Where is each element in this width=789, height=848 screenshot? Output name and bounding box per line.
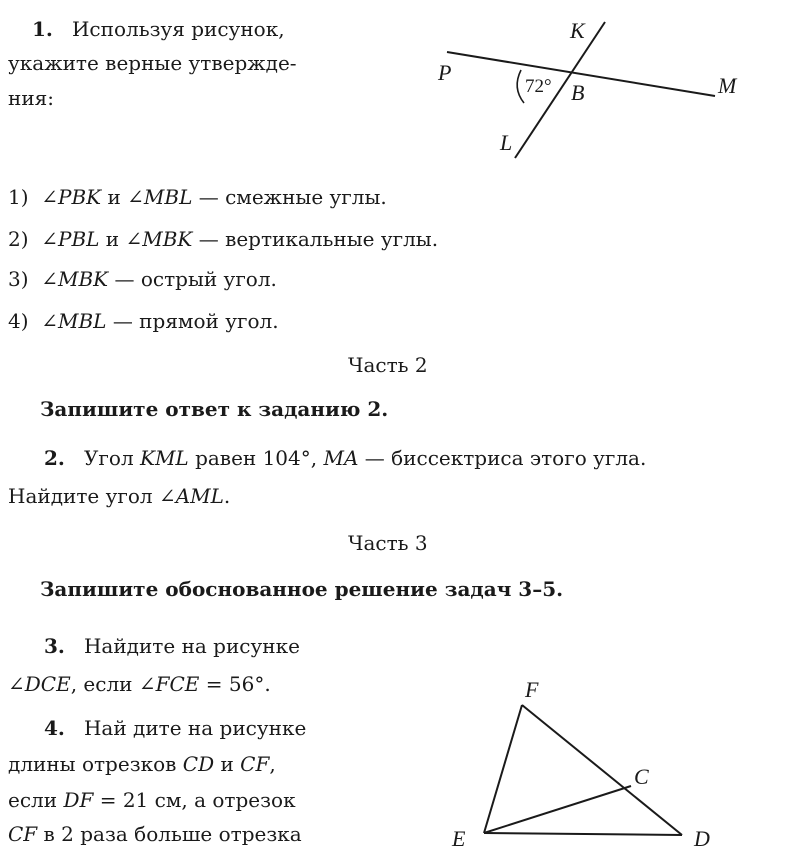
- option-1-mid: и: [101, 185, 128, 209]
- option-1-a1: ∠PBK: [41, 185, 102, 209]
- task4-l2b: CD: [182, 752, 215, 776]
- seg-ED: [484, 833, 682, 835]
- task4-l2c: и: [214, 752, 241, 776]
- label-F: F: [525, 677, 539, 702]
- task4-l2e: ,: [269, 752, 276, 776]
- task4-line3: [8, 788, 296, 812]
- task4-line1: [44, 716, 306, 740]
- task2-t2: равен 104°,: [188, 446, 324, 470]
- part2-instruction: Запишите ответ к заданию 2.: [40, 397, 389, 421]
- part2-title: Часть 2: [348, 353, 428, 377]
- task2-v3: ∠AML: [158, 484, 224, 508]
- option-2-a1: ∠PBL: [41, 227, 100, 251]
- task4-text1: Най дите на рисунке: [83, 716, 307, 740]
- option-1-num: 1): [8, 185, 29, 209]
- label-K: K: [570, 18, 585, 43]
- task3-tail: = 56°.: [199, 672, 271, 696]
- task4-l4a: CF: [8, 822, 38, 846]
- task3-line1: [44, 634, 300, 658]
- option-1-a2: ∠MBL: [127, 185, 193, 209]
- task2-v1: KML: [140, 446, 189, 470]
- option-2-mid: и: [99, 227, 126, 251]
- label-M: M: [718, 73, 737, 98]
- option-1: [8, 185, 387, 209]
- task4-l2d: CF: [240, 752, 270, 776]
- label-L: L: [500, 130, 513, 155]
- task4-l3b: DF: [63, 788, 94, 812]
- task2-t1: Угол: [83, 446, 141, 470]
- task2-t5: .: [223, 484, 231, 508]
- angle-72-label: 72°: [525, 76, 552, 97]
- angle-arc: [517, 70, 524, 103]
- option-2: [8, 227, 438, 251]
- task4-l2a: длины отрезков: [8, 752, 183, 776]
- option-4-num: 4): [8, 309, 29, 333]
- option-2-a2: ∠MBK: [125, 227, 193, 251]
- task4-number: 4.: [44, 716, 65, 740]
- option-1-tail: — смежные углы.: [192, 185, 387, 209]
- task2-line1: [44, 446, 646, 470]
- label-E: E: [452, 826, 466, 848]
- task3-a1: ∠DCE: [8, 672, 71, 696]
- seg-FD: [522, 705, 682, 835]
- option-4: [8, 309, 279, 333]
- part3-instruction: Запишите обоснованное решение задач 3–5.: [40, 577, 564, 601]
- task2-line2: [8, 484, 230, 508]
- part3-title: Часть 3: [348, 531, 428, 555]
- task4-l3c: = 21 см, а отрезок: [93, 788, 296, 812]
- task2-number: 2.: [44, 446, 65, 470]
- task2-t4: Найдите угол: [8, 484, 159, 508]
- option-4-tail: — прямой угол.: [106, 309, 279, 333]
- seg-FE: [484, 705, 522, 833]
- task1-text1: Используя рисунок,: [71, 17, 285, 41]
- task3-mid: , если: [70, 672, 139, 696]
- option-3: [8, 267, 277, 291]
- task4-line2: [8, 752, 276, 776]
- task4-l3a: если: [8, 788, 64, 812]
- task1-line2: укажите верные утвержде-: [8, 51, 297, 75]
- option-3-a1: ∠MBK: [41, 267, 109, 291]
- option-2-tail: — вертикальные углы.: [192, 227, 439, 251]
- task2-t3: — биссектриса этого угла.: [358, 446, 647, 470]
- label-C: C: [634, 764, 649, 789]
- option-3-tail: — острый угол.: [108, 267, 277, 291]
- option-3-num: 3): [8, 267, 29, 291]
- label-B: B: [571, 80, 585, 105]
- task2-v2: MA: [323, 446, 359, 470]
- option-2-num: 2): [8, 227, 29, 251]
- task3-line2: [8, 672, 271, 696]
- label-D: D: [694, 826, 710, 848]
- seg-EC: [484, 786, 631, 833]
- task1-number: 1.: [32, 17, 53, 41]
- option-4-a1: ∠MBL: [41, 309, 107, 333]
- task4-l4b: в 2 раза больше отрезка: [37, 822, 302, 846]
- task4-line4: [8, 822, 302, 846]
- task3-text1: Найдите на рисунке: [83, 634, 300, 658]
- label-P: P: [438, 60, 452, 85]
- task3-a2: ∠FCE: [138, 672, 200, 696]
- task1-line3: ния:: [8, 86, 55, 110]
- task3-number: 3.: [44, 634, 65, 658]
